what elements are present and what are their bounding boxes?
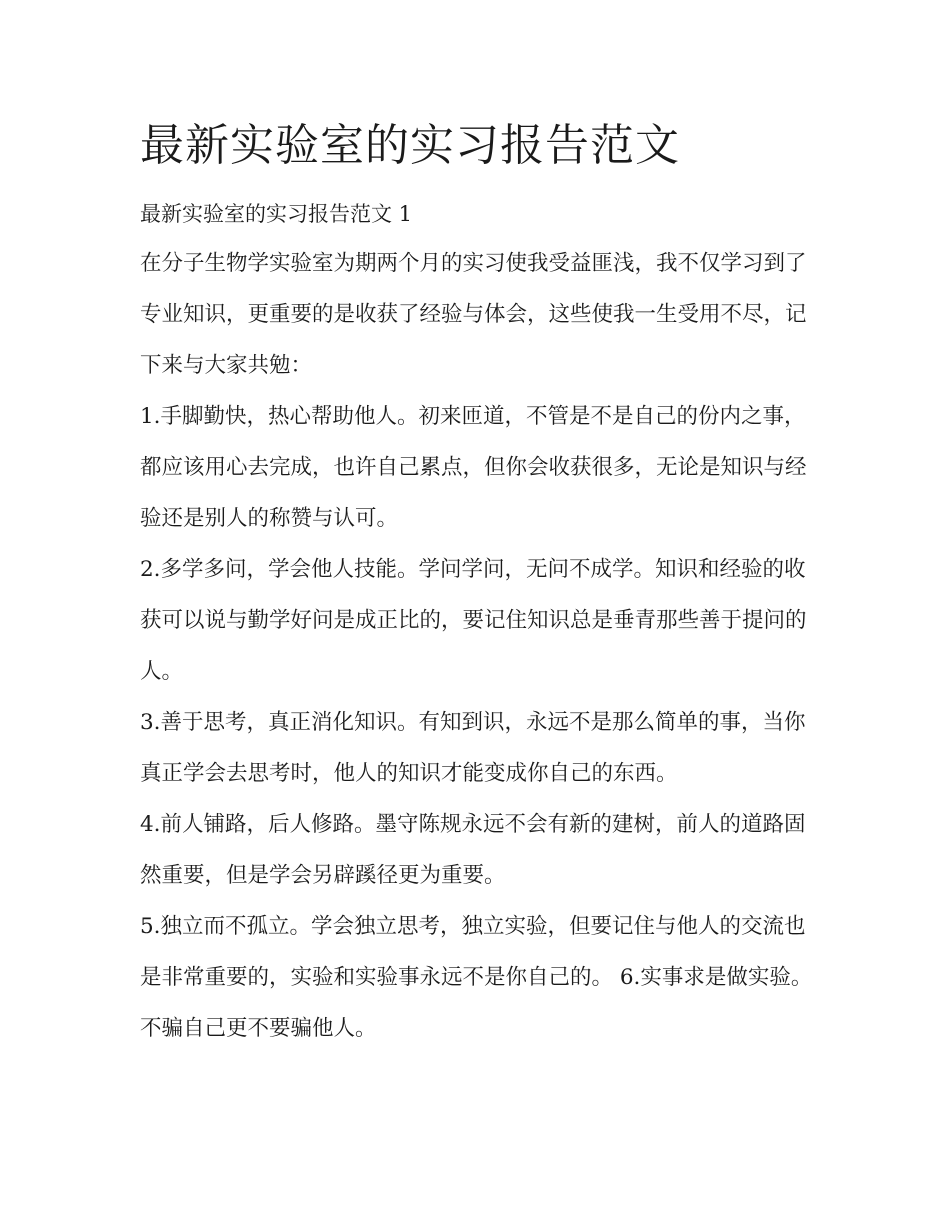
point-paragraph-4: 4.前人铺路，后人修路。墨守陈规永远不会有新的建树，前人的道路固然重要，但是学会另辟蹊径更为重要。 — [140, 812, 806, 888]
point-paragraph-3: 3.善于思考，真正消化知识。有知到识，永远不是那么简单的事，当你真正学会去思考时，他人的知识才能变成你自己的东西。 — [140, 710, 806, 786]
point-paragraph-2: 2.多学多问，学会他人技能。学问学问，无问不成学。知识和经验的收获可以说与勤学好问是成正比的，要记住知识总是垂青那些善于提问的人。 — [140, 557, 807, 684]
page-title: 最新实验室的实习报告范文 — [140, 120, 680, 171]
point-paragraph-5: 5.独立而不孤立。学会独立思考，独立实验，但要记住与他人的交流也是非常重要的，实验和实验事永远不是你自己的。 6.实事求是做实验。不骗自己更不要骗他人。 — [140, 914, 813, 1041]
section-heading: 最新实验室的实习报告范文 1 — [140, 202, 413, 226]
document-page — [140, 112, 820, 1054]
point-paragraph-1: 1.手脚勤快，热心帮助他人。初来匝道，不管是不是自己的份内之事，都应该用心去完成，也许自己累点，但你会收获很多，无论是知识与经验还是别人的称赞与认可。 — [140, 404, 807, 531]
intro-paragraph: 在分子生物学实验室为期两个月的实习使我受益匪浅，我不仅学习到了专业知识，更重要的是收获了经验与体会，这些使我一生受用不尽，记下来与大家共勉： — [140, 251, 807, 378]
